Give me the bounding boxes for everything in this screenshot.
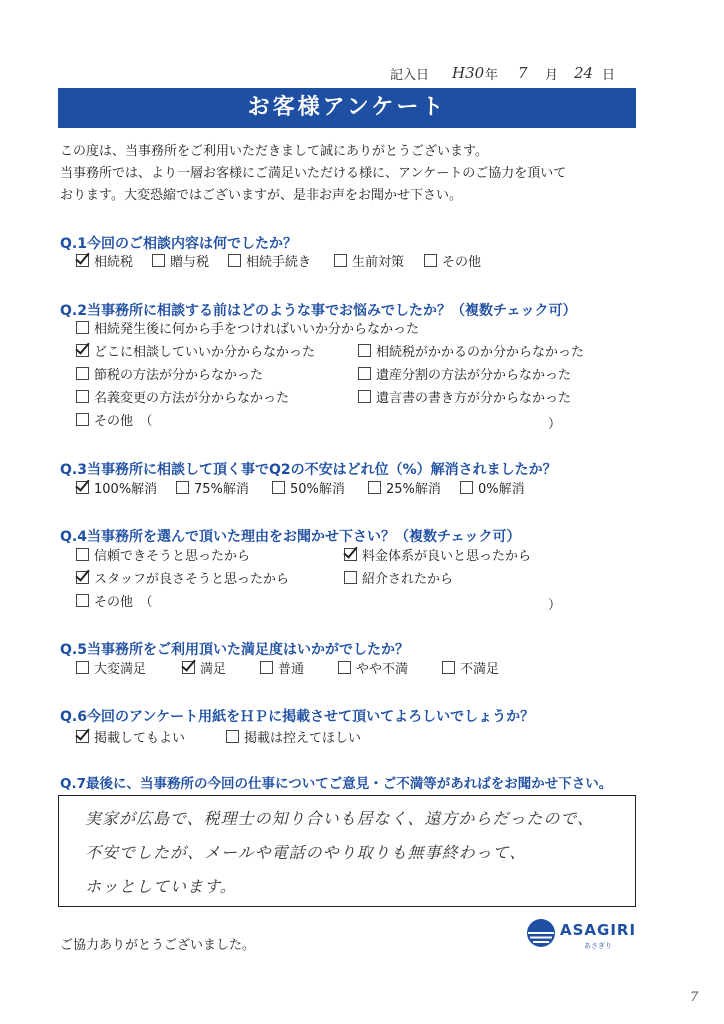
checkbox[interactable] <box>344 571 357 584</box>
checkbox[interactable] <box>76 413 89 426</box>
checkbox[interactable] <box>344 548 357 561</box>
comment-line: 不安でしたが、メールや電話のやり取りも無事終わって、 <box>85 843 527 862</box>
checkbox[interactable] <box>424 254 437 267</box>
q5-option[interactable]: やや不満 <box>338 661 408 679</box>
checkbox[interactable] <box>338 661 351 674</box>
page-number: 7 <box>690 990 699 1005</box>
date-year-unit: 年 <box>485 68 499 83</box>
q2-option[interactable]: 相続税がかかるのか分からなかった <box>358 344 584 362</box>
q2-option[interactable]: 名義変更の方法が分からなかった <box>76 390 289 408</box>
question-5-label: Q.5当事務所をご利用頂いた満足度はいかがでしたか？ <box>60 642 409 658</box>
date-month: 7 <box>518 64 528 82</box>
checkbox[interactable] <box>76 661 89 674</box>
checkbox[interactable] <box>358 344 371 357</box>
checkbox[interactable] <box>228 254 241 267</box>
q4-option[interactable]: 紹介されたから <box>344 571 453 589</box>
checkbox[interactable] <box>76 367 89 380</box>
checkbox[interactable] <box>76 254 89 267</box>
q4-option[interactable]: スタッフが良さそうと思ったから <box>76 571 289 589</box>
q2-option-other[interactable]: その他 （ <box>76 413 153 431</box>
asagiri-logo <box>526 916 636 958</box>
q1-option[interactable]: 贈与税 <box>152 254 209 272</box>
q1-option[interactable]: 相続手続き <box>228 254 311 272</box>
date-month-unit: 月 <box>545 68 559 83</box>
q6-option[interactable]: 掲載は控えてほしい <box>226 730 361 748</box>
q2-option[interactable]: 遺言書の書き方が分からなかった <box>358 390 571 408</box>
date-day: 24 <box>574 64 594 82</box>
checkbox[interactable] <box>368 481 381 494</box>
date-era-year: H30 <box>452 64 485 82</box>
date-label: 記入日 <box>390 68 430 83</box>
checkbox[interactable] <box>76 390 89 403</box>
q5-option[interactable]: 普通 <box>260 661 304 679</box>
q2-option[interactable]: 遺産分割の方法が分からなかった <box>358 367 571 385</box>
intro-line: この度は、当事務所をご利用いただきまして誠にありがとうございます。 <box>60 144 488 159</box>
q5-option[interactable]: 不満足 <box>442 661 499 679</box>
q3-option[interactable]: 75%解消 <box>176 481 249 499</box>
q4-option-other[interactable]: その他 （ <box>76 594 153 612</box>
checkbox[interactable] <box>182 661 195 674</box>
intro-text <box>60 141 660 207</box>
checkbox[interactable] <box>334 254 347 267</box>
comment-line: 実家が広島で、税理士の知り合いも居なく、遠方からだったので、 <box>85 809 595 828</box>
close-paren: ） <box>548 417 562 432</box>
checkbox[interactable] <box>226 730 239 743</box>
q3-option[interactable]: 50%解消 <box>272 481 345 499</box>
q2-option[interactable]: どこに相談していいか分からなかった <box>76 344 315 362</box>
checkbox[interactable] <box>152 254 165 267</box>
q2-option[interactable]: 相続発生後に何から手をつければいいか分からなかった <box>76 321 419 339</box>
logo-mark-icon <box>526 918 556 948</box>
checkbox[interactable] <box>76 730 89 743</box>
q6-option[interactable]: 掲載してもよい <box>76 730 185 748</box>
q3-option[interactable]: 100%解消 <box>76 481 157 499</box>
q1-option[interactable]: 相続税 <box>76 254 133 272</box>
logo-subtext: あさぎり <box>584 942 612 950</box>
q1-option[interactable]: 生前対策 <box>334 254 404 272</box>
checkbox[interactable] <box>358 390 371 403</box>
checkbox[interactable] <box>76 548 89 561</box>
q1-option[interactable]: その他 <box>424 254 481 272</box>
checkbox[interactable] <box>76 344 89 357</box>
q5-option[interactable]: 大変満足 <box>76 661 146 679</box>
checkbox[interactable] <box>260 661 273 674</box>
checkbox[interactable] <box>442 661 455 674</box>
checkbox[interactable] <box>76 481 89 494</box>
intro-line: 当事務所では、より一層お客様にご満足いただける様に、アンケートのご協力を頂いて <box>60 166 567 181</box>
question-2-label: Q.2当事務所に相談する前はどのような事でお悩みでしたか？（複数チェック可） <box>60 303 577 319</box>
q5-option[interactable]: 満足 <box>182 661 226 679</box>
thanks-text: ご協力ありがとうございました。 <box>60 938 256 953</box>
checkbox[interactable] <box>76 594 89 607</box>
q4-option[interactable]: 信頼できそうと思ったから <box>76 548 250 566</box>
intro-line: おります。大変恐縮ではございますが、是非お声をお聞かせ下さい。 <box>60 188 462 203</box>
comment-box[interactable] <box>58 795 636 907</box>
checkbox[interactable] <box>76 571 89 584</box>
date-row <box>390 64 650 86</box>
question-4-label: Q.4当事務所を選んで頂いた理由をお聞かせ下さい？（複数チェック可） <box>60 529 521 545</box>
comment-line: ホッとしています。 <box>85 877 237 896</box>
logo-name: ASAGIRI <box>560 921 637 939</box>
question-7-label: Q.7最後に、当事務所の今回の仕事についてご意見・ご不満等があればをお聞かせ下さい。 <box>60 776 613 792</box>
q2-option[interactable]: 節税の方法が分からなかった <box>76 367 263 385</box>
close-paren: ） <box>548 598 562 613</box>
checkbox[interactable] <box>76 321 89 334</box>
q3-option[interactable]: 25%解消 <box>368 481 441 499</box>
checkbox[interactable] <box>272 481 285 494</box>
checkbox[interactable] <box>176 481 189 494</box>
q3-option[interactable]: 0%解消 <box>460 481 525 499</box>
question-1-label: Q.1今回のご相談内容は何でしたか？ <box>60 236 297 252</box>
date-day-unit: 日 <box>602 68 616 83</box>
page-title: お客様アンケート <box>58 88 636 128</box>
checkbox[interactable] <box>460 481 473 494</box>
question-6-label: Q.6今回のアンケート用紙をＨＰに掲載させて頂いてよろしいでしょうか？ <box>60 709 535 725</box>
checkbox[interactable] <box>358 367 371 380</box>
q4-option[interactable]: 料金体系が良いと思ったから <box>344 548 531 566</box>
question-3-label: Q.3当事務所に相談して頂く事でQ2の不安はどれ位（%）解消されましたか？ <box>60 462 557 478</box>
